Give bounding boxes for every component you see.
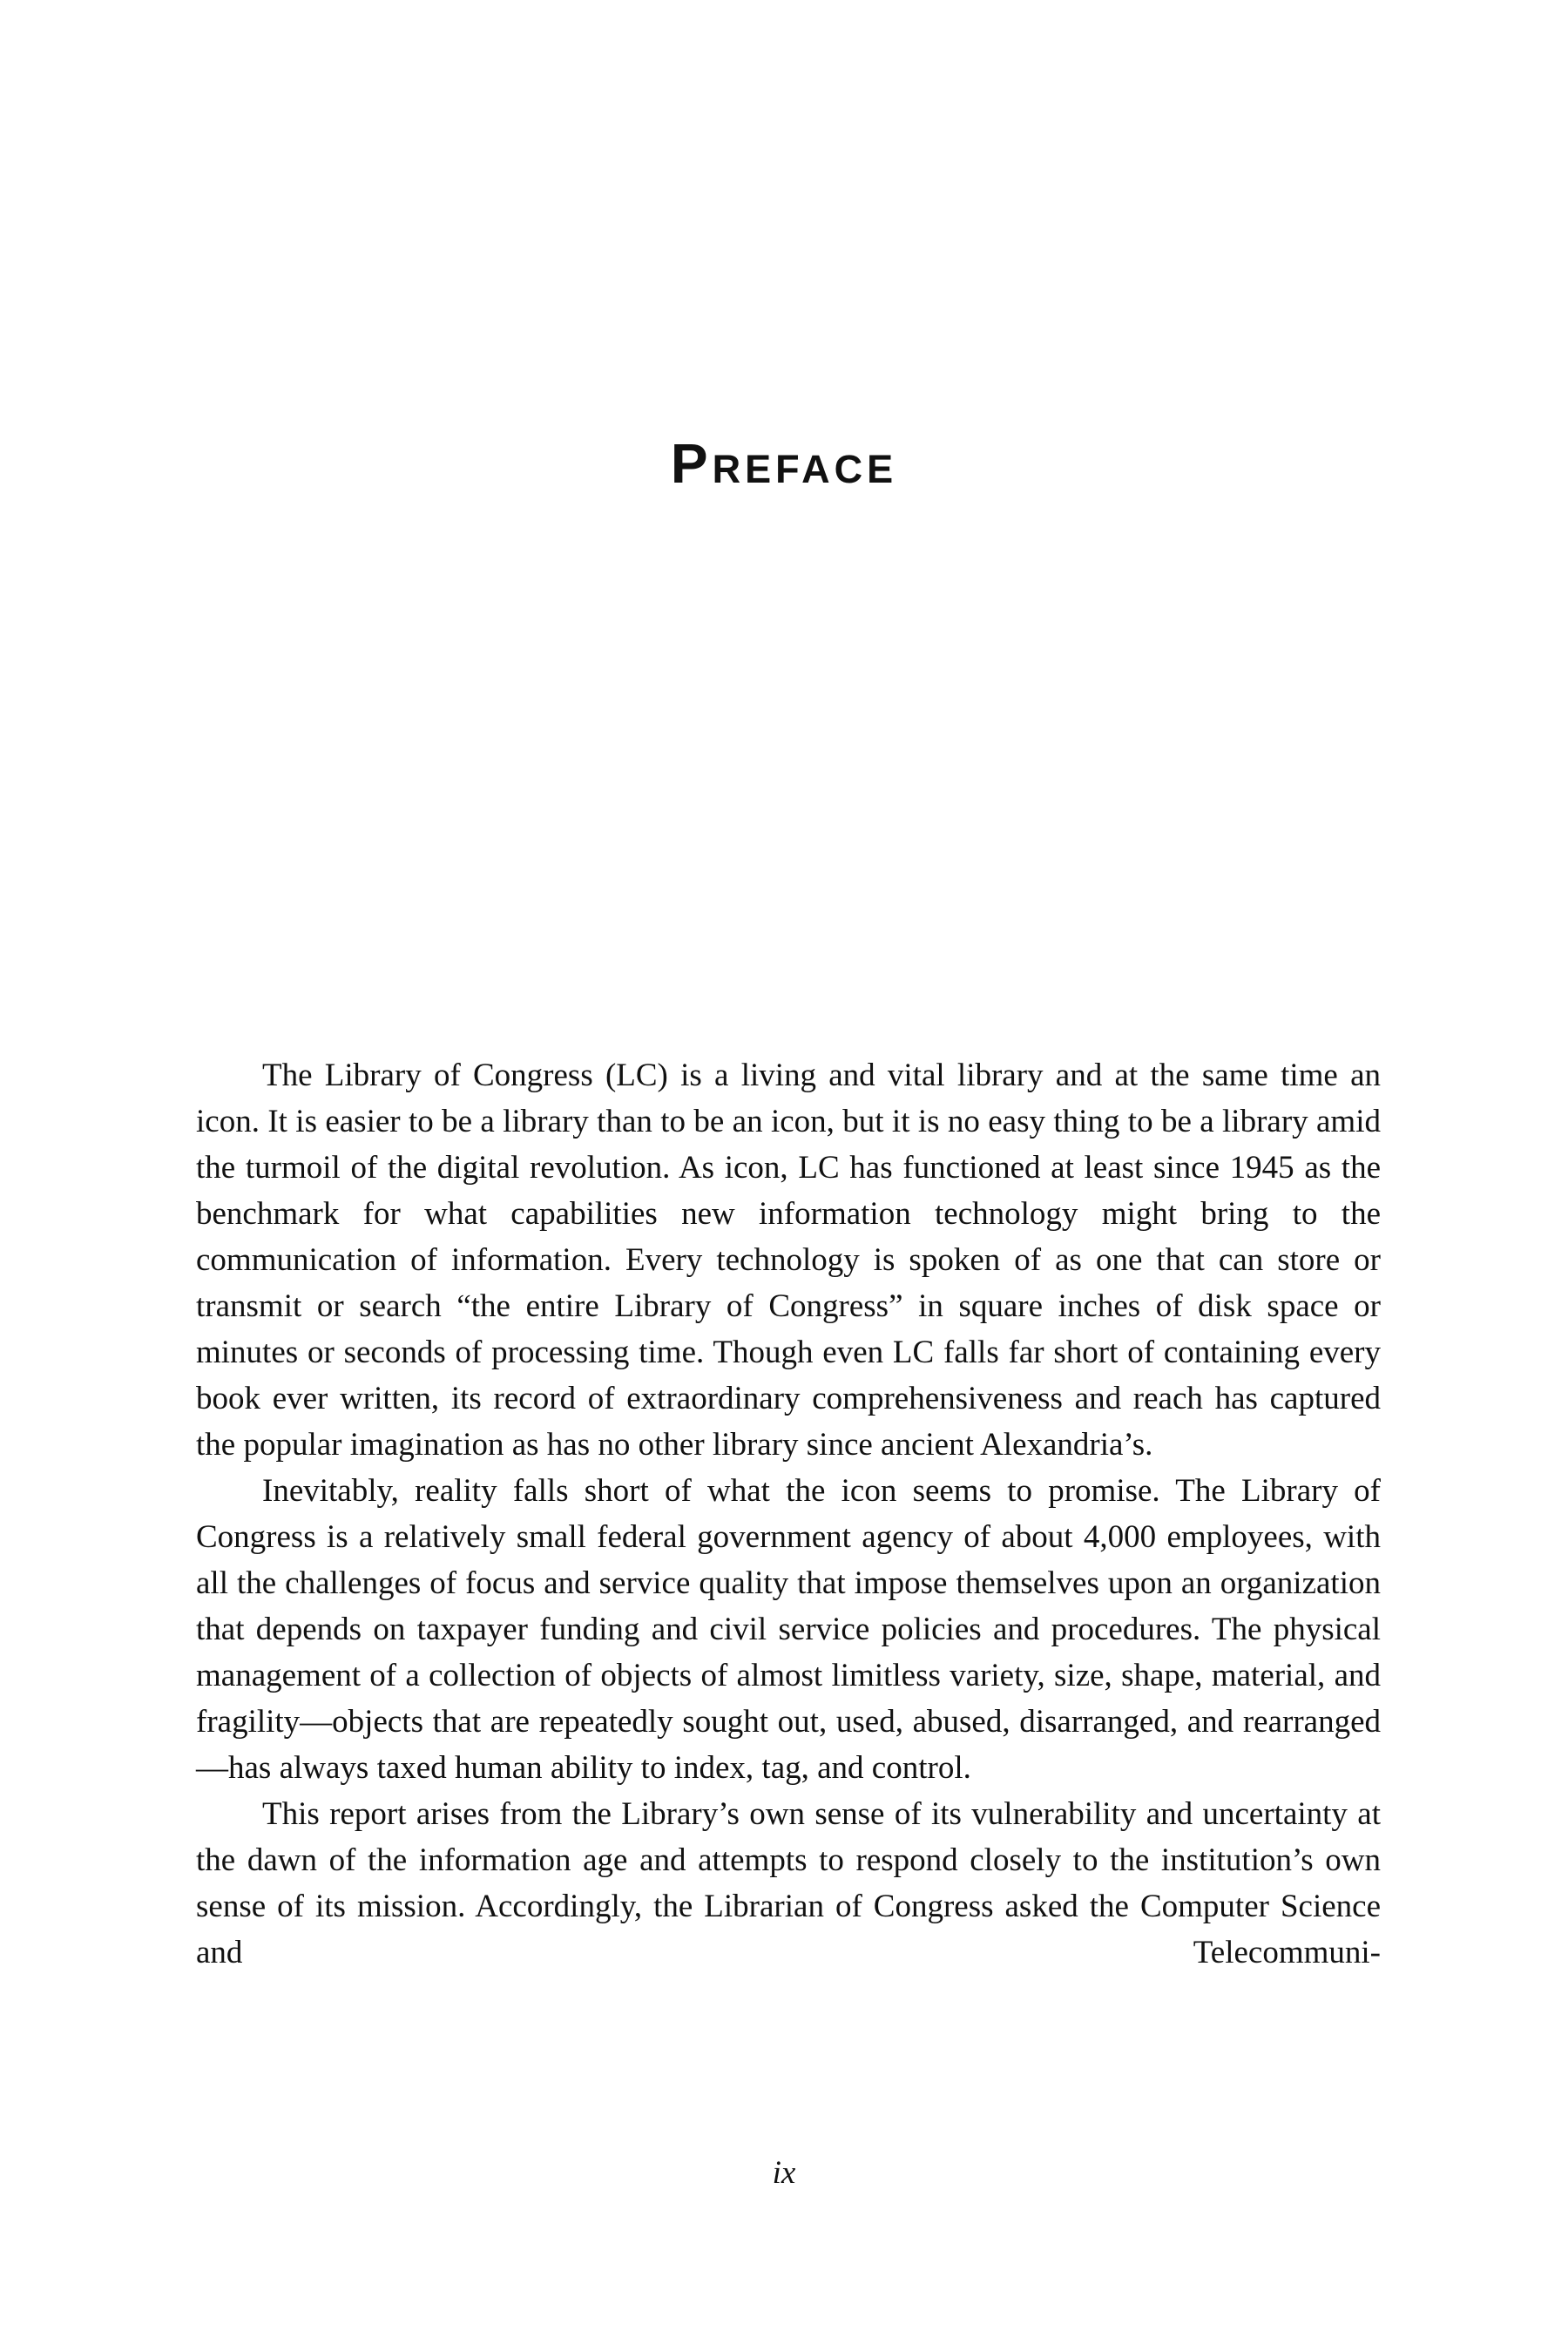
paragraph: The Library of Congress (LC) is a living and vital library and at the same time an icon. It is easier to be a library than to be an icon, but it is no easy thing to be a library amid the turmoil of the digital revolution. As icon, LC has functioned at least since 1945 as the benchmark for what capabilities new information technology might bring to the communication of information. Every technology is spoken of as one that can store or transmit or search “the entire Library of Congress” in square inches of disk space or minutes or seconds of processing time. Though even LC falls far short of containing every book ever written, its record of extraordinary comprehensiveness and reach has captured the popular imagination as has no other library since ancient Alexandria’s. (196, 1058, 1381, 1463)
page-title: Preface (670, 432, 898, 495)
paragraph: Inevitably, reality falls short of what the icon seems to promise. The Library of Congress is a relatively small federal government agency of about 4,000 employees, with all the challenges of focus and service quality that impose themselves upon an organization that depends on taxpayer funding and civil service policies and procedures. The physical management of a collection of objects of almost limitless variety, size, shape, material, and fragility—objects that are repeatedly sought out, used, abused, disarranged, and rearranged—has always taxed human ability to index, tag, and control. (196, 1473, 1381, 1786)
body-text (196, 1052, 1381, 1976)
page-number: ix (772, 2155, 796, 2191)
paragraph: This report arises from the Library’s own sense of its vulnerability and uncertainty at the dawn of the information age and attempts to respond closely to the institution’s own sense of its mission. Accordingly, the Librarian of Congress asked the Computer Science and Telecommuni- (196, 1796, 1381, 1970)
